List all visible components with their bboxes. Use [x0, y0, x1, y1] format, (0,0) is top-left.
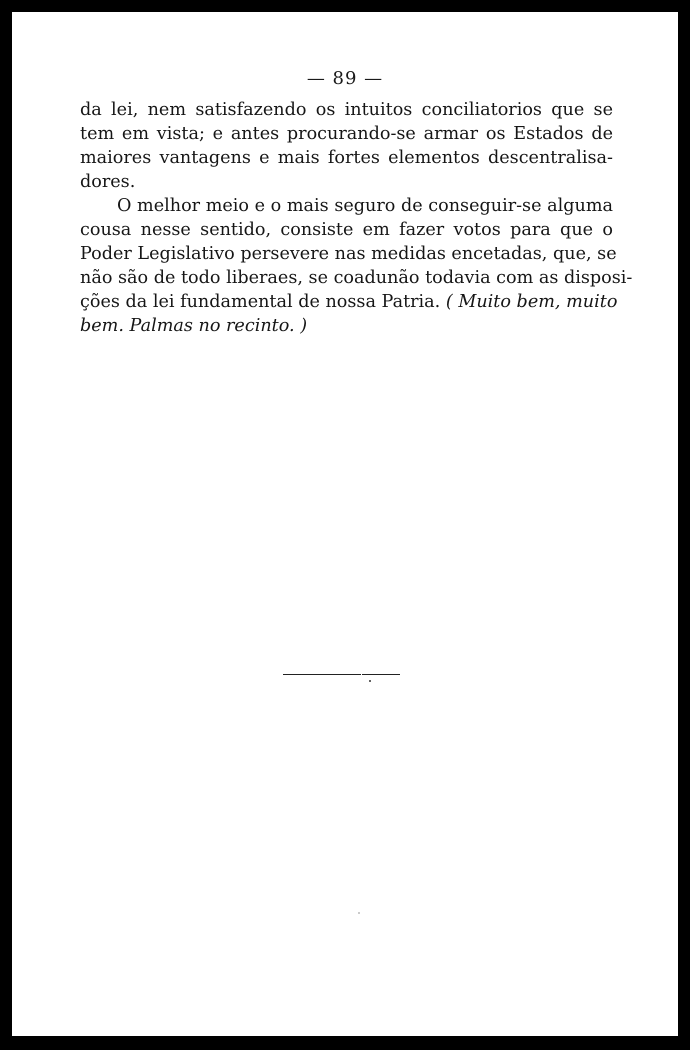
paragraph-2-line: Poder Legislativo persevere nas medidas encetadas, que, se — [80, 244, 617, 264]
paper-speck — [358, 912, 360, 914]
paragraph-1-line: tem em vista; e antes procurando-se armar os Estados de — [80, 124, 613, 144]
applause-note: ( Muito bem, muito — [445, 292, 618, 312]
paragraph-1-line: dores. — [80, 172, 136, 192]
body-text — [80, 98, 633, 338]
section-divider — [283, 674, 361, 675]
paragraph-1-line: maiores vantagens e mais fortes elementos descentralisa- — [80, 148, 613, 168]
applause-note-continuation: bem. Palmas no recinto. ) — [80, 316, 308, 336]
paragraph-2-line: não são de todo liberaes, se coadunão todavia com as disposi- — [80, 268, 633, 288]
section-divider — [362, 674, 400, 675]
closing-sentence: ções da lei fundamental de nossa Patria. — [80, 292, 441, 312]
document-page — [12, 12, 678, 1036]
paragraph-2-line: cousa nesse sentido, consiste em fazer votos para que o — [80, 220, 613, 240]
paragraph-1-line: da lei, nem satisfazendo os intuitos conciliatorios que se — [80, 100, 613, 120]
page-number: — 89 — — [306, 68, 384, 89]
paragraph-2-line: O melhor meio e o mais seguro de conseguir-se alguma — [117, 196, 613, 216]
divider-dot — [369, 680, 371, 682]
paragraph-2-line — [80, 290, 618, 314]
